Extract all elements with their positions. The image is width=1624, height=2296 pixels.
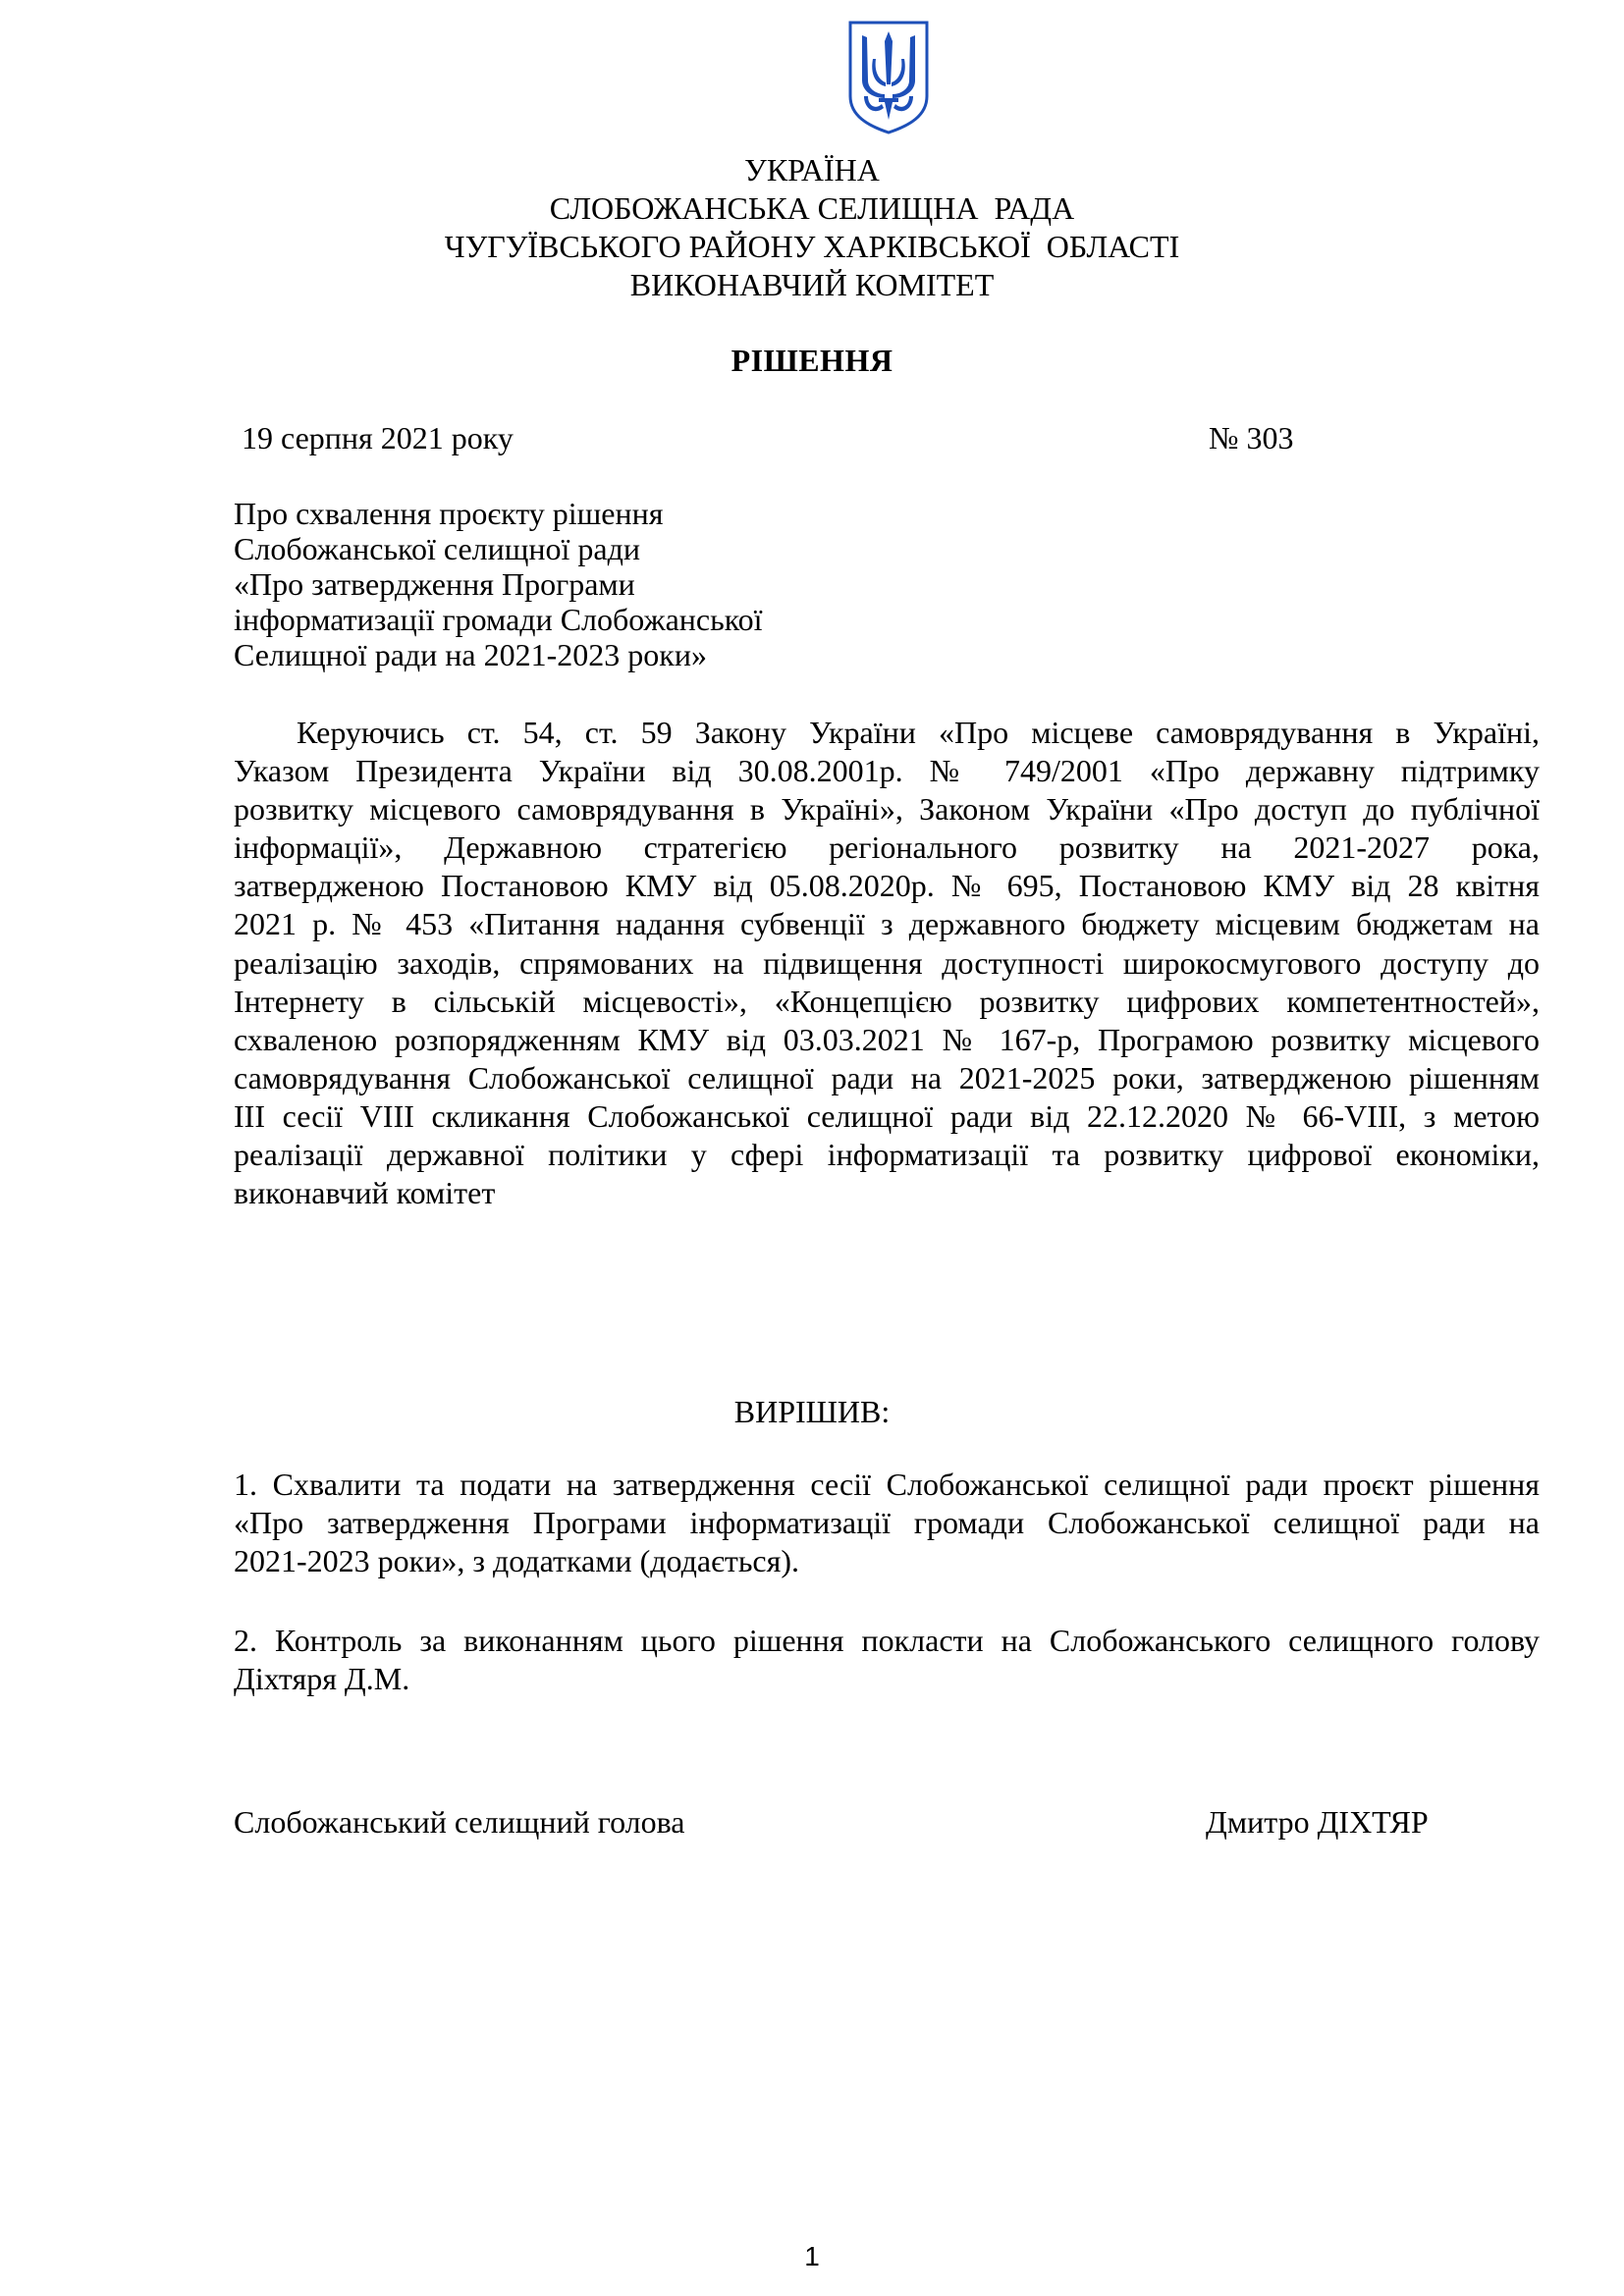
- preamble-line: схваленою розпорядженням КМУ від 03.03.2021 № 167-р, Програмою розвитку місцевого: [234, 1021, 1540, 1057]
- preamble-line: розвитку місцевого самоврядування в Україні», Законом України «Про доступ до публічної: [234, 791, 1540, 828]
- preamble-line: реалізації державної політики у сфері інформатизації та розвитку цифрової економіки,: [234, 1137, 1540, 1173]
- item-line: 2021-2023 роки», з додатками (додається).: [234, 1543, 799, 1579]
- subject-line: Селищної ради на 2021-2023 роки»: [234, 637, 707, 672]
- header-country: УКРАЇНА: [744, 152, 880, 187]
- resolved-heading: ВИРІШИВ:: [733, 1394, 891, 1429]
- document-title: РІШЕННЯ: [731, 343, 893, 378]
- preamble-paragraph: [234, 714, 1540, 1212]
- item-line: Діхтяря Д.М.: [234, 1661, 410, 1697]
- preamble-line: 2021 р. № 453 «Питання надання субвенції з державного бюджету місцевим бюджетам на: [234, 906, 1540, 942]
- document-header: [0, 151, 1624, 304]
- header-committee: ВИКОНАВЧИЙ КОМІТЕТ: [629, 267, 995, 302]
- preamble-line: самоврядування Слобожанської селищної ради на 2021-2025 роки, затвердженою рішенням: [234, 1059, 1540, 1095]
- subject-line: «Про затвердження Програми: [234, 566, 635, 602]
- preamble-line: виконавчий комітет: [234, 1175, 496, 1211]
- decision-number: № 303: [1209, 420, 1294, 455]
- subject-line: Про схвалення проєкту рішення: [234, 496, 664, 531]
- signatory-name: Дмитро ДІХТЯР: [1206, 1804, 1429, 1840]
- preamble-line: Указом Президента України від 30.08.2001р. № 749/2001 «Про державну підтримку: [234, 753, 1540, 789]
- item-line: 1. Схвалити та подати на затвердження сесії Слобожанської селищної ради проєкт рішення: [234, 1467, 1540, 1502]
- header-council: СЛОБОЖАНСЬКА СЕЛИЩНА РАДА: [549, 190, 1075, 226]
- header-region: ЧУГУЇВСЬКОГО РАЙОНУ ХАРКІВСЬКОЇ ОБЛАСТІ: [444, 229, 1180, 264]
- item-line: «Про затвердження Програми інформатизації громади Слобожанської селищної ради на: [234, 1505, 1540, 1541]
- decision-subject: [234, 496, 763, 672]
- signatory-position: Слобожанський селищний голова: [234, 1804, 685, 1840]
- preamble-line: Інтернету в сільській місцевості», «Концепцією розвитку цифрових компетентностей»,: [234, 983, 1540, 1019]
- preamble-line: Керуючись ст. 54, ст. 59 Закону України «Про місцеве самоврядування в Україні,: [297, 715, 1540, 750]
- preamble-line: ІІІ сесії VІІІ скликання Слобожанської селищної ради від 22.12.2020 № 66-VІІІ, з метою: [234, 1097, 1540, 1134]
- preamble-line: затвердженою Постановою КМУ від 05.08.2020р. № 695, Постановою КМУ від 28 квітня: [234, 868, 1540, 904]
- item-line: 2. Контроль за виконанням цього рішення покласти на Слобожанського селищного голову: [234, 1623, 1540, 1658]
- subject-line: Слобожанської селищної ради: [234, 531, 640, 566]
- preamble-line: інформації», Державною стратегією регіонального розвитку на 2021-2027 рока,: [234, 829, 1540, 866]
- preamble-line: реалізацію заходів, спрямованих на підвищення доступності широкосмугового доступу до: [234, 944, 1540, 981]
- decision-date: 19 серпня 2021 року: [242, 420, 514, 455]
- subject-line: інформатизації громади Слобожанської: [234, 602, 763, 637]
- decision-item-2: [234, 1622, 1540, 1698]
- decision-item-1: [234, 1466, 1540, 1580]
- page-number: 1: [804, 2241, 820, 2271]
- tryzub-coat-of-arms-icon: [846, 20, 931, 135]
